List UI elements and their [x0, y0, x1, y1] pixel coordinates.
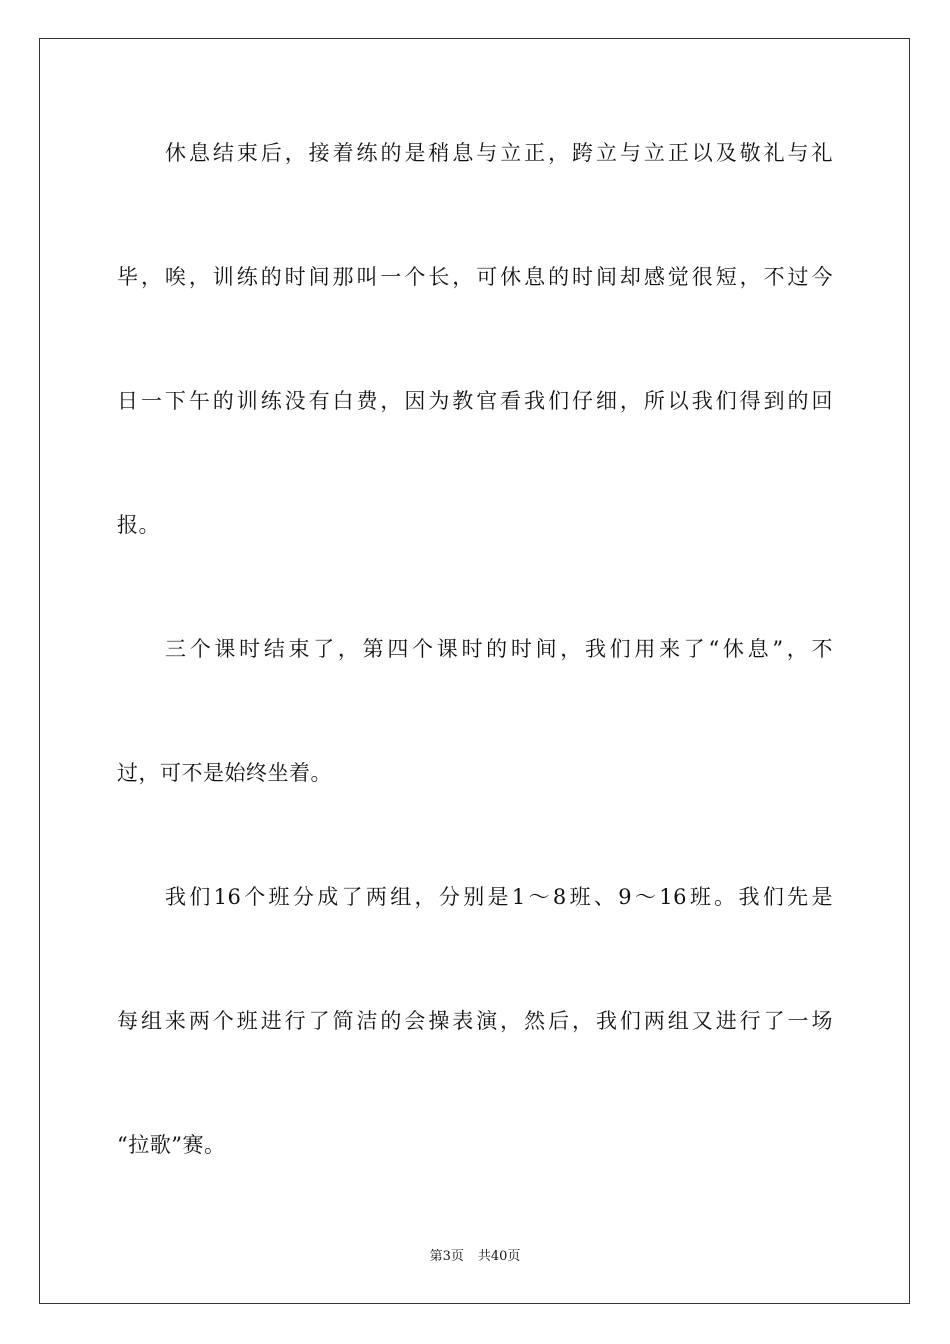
paragraph-1-line-3: 日一下午的训练没有白费，因为教官看我们仔细，所以我们得到的回: [117, 389, 833, 413]
paragraph-3-line-2: 每组来两个班进行了简洁的会操表演，然后，我们两组又进行了一场: [117, 1009, 833, 1033]
paragraph-2-line-1: 三个课时结束了，第四个课时的时间，我们用来了“休息”，不: [165, 637, 833, 661]
total-pages: 共40页: [477, 1249, 521, 1264]
paragraph-1-line-2: 毕，唉，训练的时间那叫一个长，可休息的时间却感觉很短，不过今: [117, 265, 833, 289]
paragraph-1-line-1: 休息结束后，接着练的是稍息与立正，跨立与立正以及敬礼与礼: [165, 141, 833, 165]
page-footer: [0, 1248, 950, 1266]
paragraph-2-line-2: 过，可不是始终坐着。: [117, 761, 332, 785]
page-number: 第3页: [429, 1249, 464, 1264]
paragraph-3-line-1: 我们16个班分成了两组，分别是1～8班、9～16班。我们先是: [165, 885, 833, 909]
paragraph-1-line-4: 报。: [117, 513, 160, 537]
paragraph-3-line-3: “拉歌”赛。: [117, 1133, 226, 1157]
page-frame: [39, 38, 910, 1304]
